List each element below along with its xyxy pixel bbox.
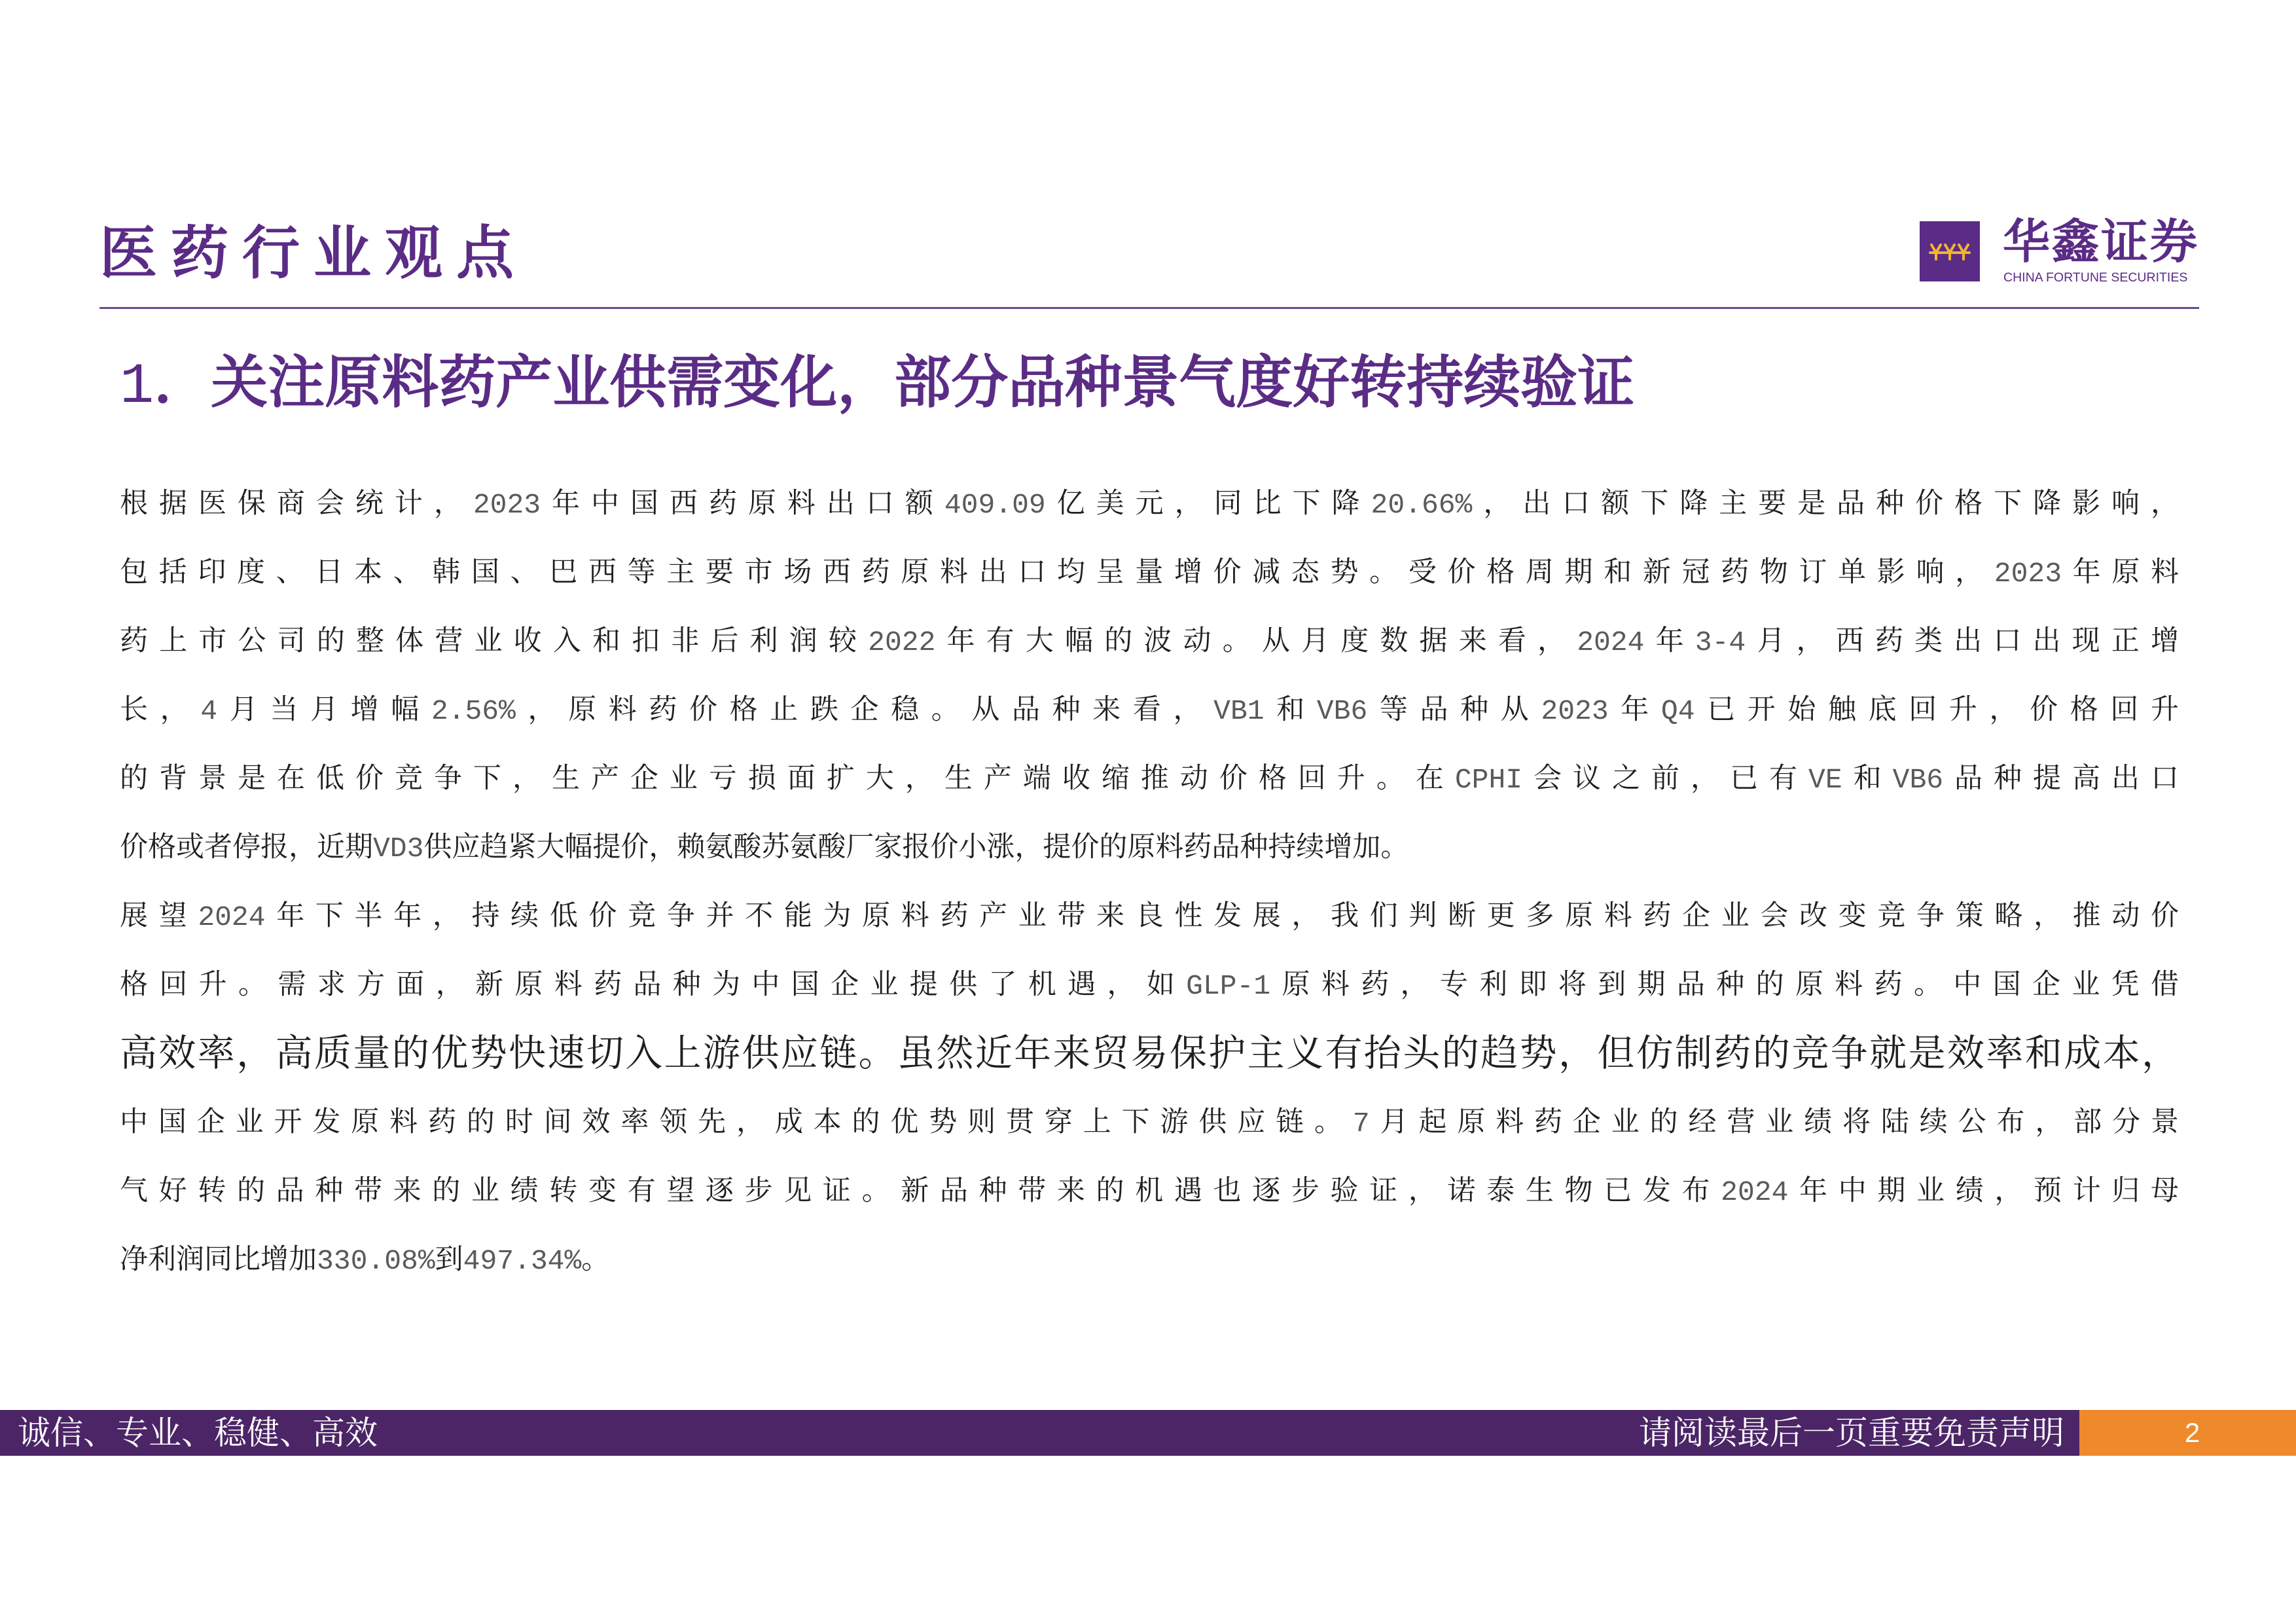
latin-text-run: 497.34%: [463, 1245, 582, 1277]
latin-text-run: 2024: [1577, 626, 1645, 659]
latin-text-run: 20.66%: [1371, 489, 1473, 521]
body-text: [120, 469, 2179, 1294]
latin-text-run: 2023: [1541, 695, 1609, 727]
latin-text-run: 2024: [198, 901, 266, 933]
paragraph: [120, 882, 2179, 1294]
latin-text-run: 3-4: [1695, 626, 1746, 659]
latin-text-run: 4: [200, 695, 218, 727]
body-line: 药上市公司的整体营业收入和扣非后利润较2022年有大幅的波动。从月度数据来看，2024年3-4月，西药类出口出现正增: [120, 624, 2179, 659]
paragraph: [120, 469, 2179, 882]
latin-text-run: 330.08%: [317, 1245, 435, 1277]
latin-text-run: 2.56%: [431, 695, 516, 727]
latin-text-run: 7: [1352, 1108, 1370, 1140]
latin-text-run: VB6: [1316, 695, 1368, 727]
header-divider: [99, 307, 2199, 309]
latin-text-run: Q4: [1660, 695, 1695, 727]
latin-text-run: 1: [120, 355, 154, 420]
footer-page-band: [2079, 1410, 2296, 1456]
latin-text-run: VD3: [373, 833, 424, 865]
brand-name-english: CHINA FORTUNE SECURITIES: [2003, 270, 2188, 285]
latin-text-run: CPHI: [1454, 764, 1523, 796]
body-line: 价格或者停报，近期VD3供应趋紧大幅提价，赖氨酸苏氨酸厂家报价小涨，提价的原料药品种持续增加。: [120, 831, 1409, 865]
latin-text-run: 2023: [1994, 558, 2062, 590]
body-line: 格回升。需求方面，新原料药品种为中国企业提供了机遇，如GLP-1原料药，专利即将到期品种的原料药。中国企业凭借: [120, 968, 2179, 1002]
footer-main-band: [0, 1410, 2079, 1456]
latin-text-run: 2022: [868, 626, 936, 659]
body-line: 展望2024年下半年，持续低价竞争并不能为原料药产业带来良性发展，我们判断更多原料药企业会改变竞争策略，推动价: [120, 899, 2179, 933]
latin-text-run: VB1: [1213, 695, 1265, 727]
body-line: 长，4月当月增幅2.56%，原料药价格止跌企稳。从品种来看，VB1和VB6等品种从2023年Q4已开始触底回升，价格回升: [120, 693, 2179, 727]
china-fortune-securities-logo-icon: [1920, 221, 1980, 281]
footer-disclaimer: 请阅读最后一页重要免责声明: [1639, 1414, 2064, 1452]
footer-slogan: 诚信、专业、稳健、高效: [18, 1414, 378, 1452]
body-line: 包括印度、日本、韩国、巴西等主要市场西药原料出口均呈量增价减态势。受价格周期和新冠药物订单影响，2023年原料: [120, 556, 2179, 590]
footer-bar: [0, 1410, 2296, 1456]
latin-text-run: 2024: [1721, 1176, 1789, 1208]
latin-text-run: 2023: [473, 489, 541, 521]
latin-text-run: 409.09: [944, 489, 1046, 521]
body-line: 气好转的品种带来的业绩转变有望逐步见证。新品种带来的机遇也逐步验证，诺泰生物已发布2024年中期业绩，预计归母: [120, 1174, 2179, 1208]
body-line: 净利润同比增加330.08%到497.34%。: [120, 1243, 610, 1277]
latin-text-run: VB6: [1892, 764, 1944, 796]
body-line: 根据医保商会统计，2023年中国西药原料出口额409.09亿美元，同比下降20.66%，出口额下降主要是品种价格下降影响，: [120, 487, 2179, 521]
page-title: 医药行业观点: [99, 219, 528, 287]
page-number: 2: [2184, 1417, 2200, 1448]
body-line: 中国企业开发原料药的时间效率领先，成本的优势则贯穿上下游供应链。7月起原料药企业的经营业绩将陆续公布，部分景: [120, 1106, 2179, 1140]
brand-name-chinese: 华鑫证券: [2003, 214, 2200, 269]
section-heading: 1．关注原料药产业供需变化，部分品种景气度好转持续验证: [120, 349, 1635, 420]
body-line: 的背景是在低价竞争下，生产企业亏损面扩大，生产端收缩推动价格回升。在CPHI会议之前，已有VE和VB6品种提高出口: [120, 762, 2179, 796]
latin-text-run: VE: [1808, 764, 1842, 796]
latin-text-run: GLP-1: [1186, 970, 1271, 1002]
body-line: 高效率，高质量的优势快速切入上游供应链。虽然近年来贸易保护主义有抬头的趋势，但仿制药的竞争就是效率和成本，: [120, 1032, 2179, 1075]
